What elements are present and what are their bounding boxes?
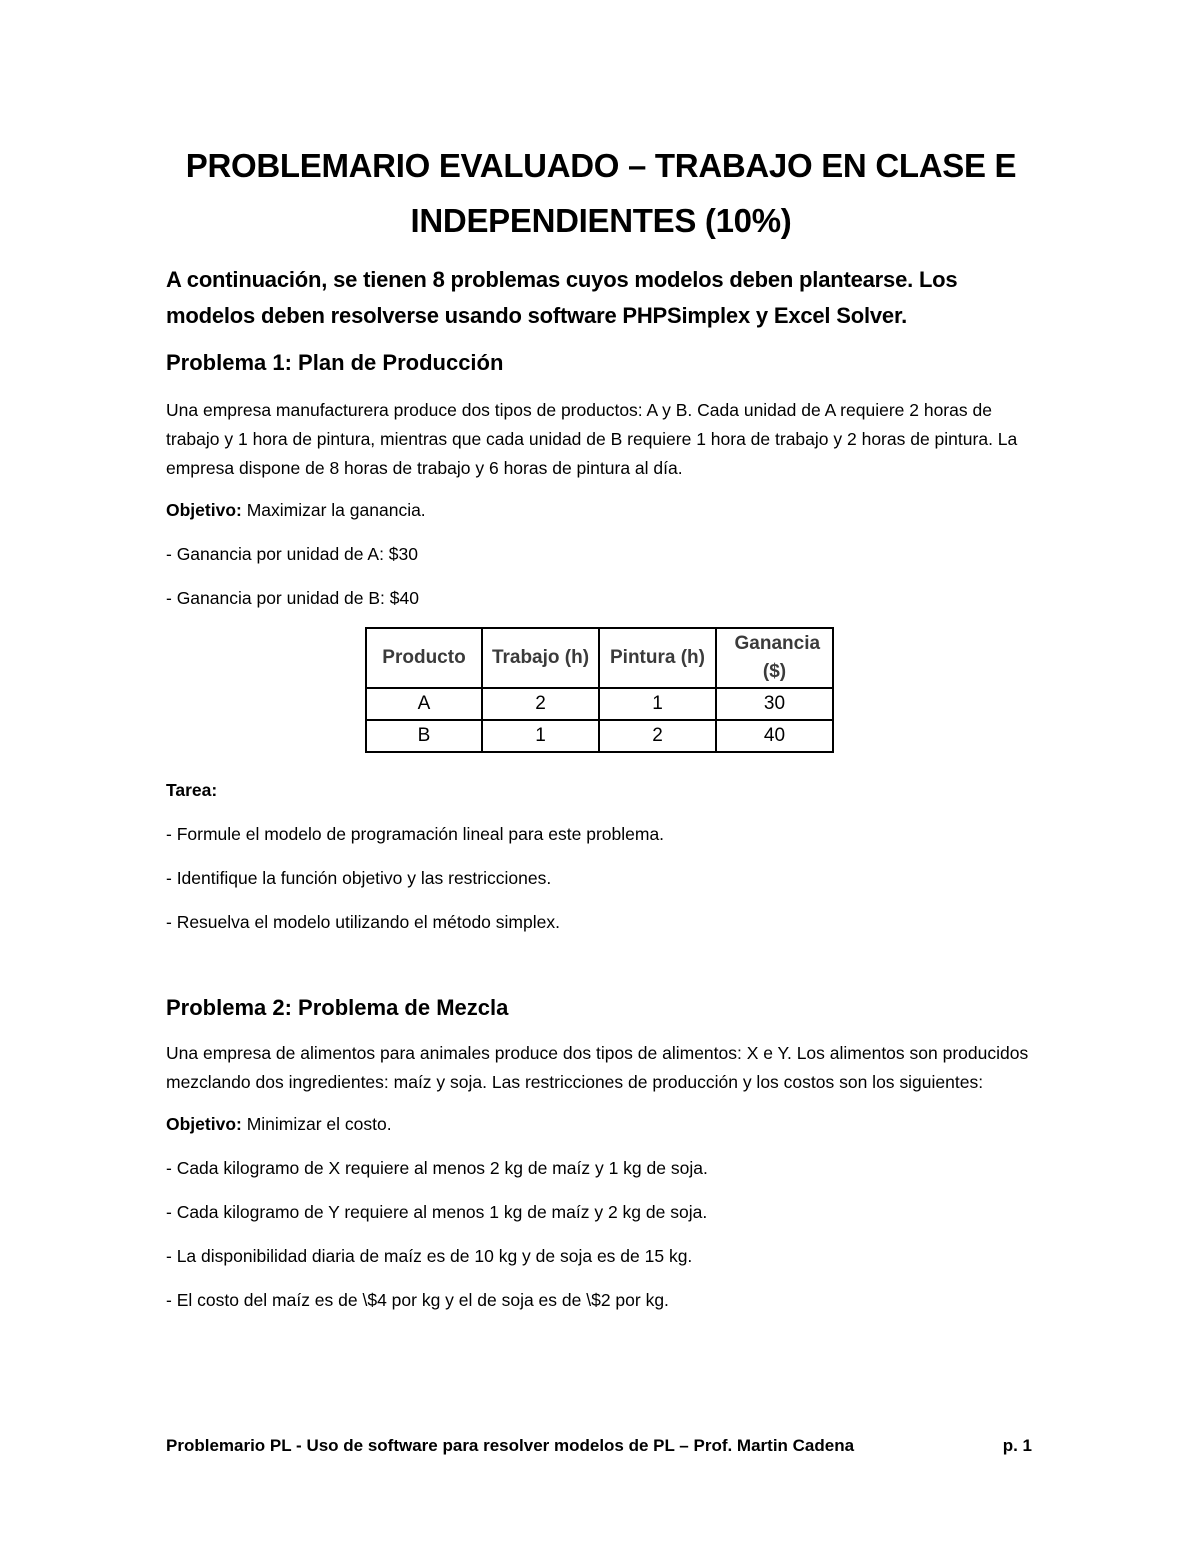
problem-2-heading: Problema 2: Problema de Mezcla [166, 995, 509, 1020]
document-title [166, 138, 1036, 248]
problem-1-description: Una empresa manufacturera produce dos tipos de productos: A y B. Cada unidad de A requiere 2 horas de trabajo y 1 hora de pintura, mientras que cada unidad de B requiere 1 hora de trabajo y 2 horas de pintura. La empresa dispone de 8 horas de trabajo y 6 horas de pintura al día. [166, 400, 1018, 478]
table-header-cell: Trabajo (h) [482, 628, 599, 688]
intro-paragraph: A continuación, se tienen 8 problemas cuyos modelos deben plantearse. Los modelos deben resolverse usando software PHPSimplex y Excel Solver. [166, 267, 958, 328]
list-item: - El costo del maíz es de \$4 por kg y el de soja es de \$2 por kg. [166, 1290, 669, 1310]
problem-1-objective [166, 499, 1036, 521]
table-cell: 1 [482, 720, 599, 752]
product-table-wrapper [163, 627, 1036, 753]
profit-a-line: - Ganancia por unidad de A: $30 [166, 544, 418, 564]
task-item: - Identifique la función objetivo y las restricciones. [166, 868, 552, 888]
objective-label: Objetivo: [166, 1114, 242, 1134]
table-cell: 1 [599, 688, 716, 720]
table-row [366, 720, 833, 752]
list-item: - Cada kilogramo de Y requiere al menos 1 kg de maíz y 2 kg de soja. [166, 1202, 708, 1222]
table-cell: 2 [482, 688, 599, 720]
list-item: - Cada kilogramo de X requiere al menos 2 kg de maíz y 1 kg de soja. [166, 1158, 708, 1178]
table-cell: B [366, 720, 482, 752]
table-cell: A [366, 688, 482, 720]
task-label: Tarea: [166, 780, 218, 800]
objective-text: Maximizar la ganancia. [241, 500, 426, 520]
table-header-cell: Producto [366, 628, 482, 688]
table-header-row [366, 628, 833, 688]
table-header-cell: Pintura (h) [599, 628, 716, 688]
page-content [166, 138, 1036, 1311]
table-row [366, 688, 833, 720]
profit-b-line: - Ganancia por unidad de B: $40 [166, 588, 419, 608]
problem-1-heading: Problema 1: Plan de Producción [166, 350, 504, 375]
product-table [365, 627, 834, 753]
task-item: - Resuelva el modelo utilizando el método simplex. [166, 912, 560, 932]
table-header-cell [716, 628, 833, 688]
list-item: - La disponibilidad diaria de maíz es de 10 kg y de soja es de 15 kg. [166, 1246, 693, 1266]
page-number: p. 1 [1002, 1436, 1032, 1455]
table-cell: 40 [716, 720, 833, 752]
footer-text: Problemario PL - Uso de software para resolver modelos de PL – Prof. Martin Cadena [166, 1436, 855, 1455]
ganancia-header-text: Ganancia ($) [734, 633, 821, 682]
problem-2-objective [166, 1113, 1036, 1135]
table-cell: 30 [716, 688, 833, 720]
task-item: - Formule el modelo de programación lineal para este problema. [166, 824, 665, 844]
table-cell: 2 [599, 720, 716, 752]
title-line-2: INDEPENDIENTES (10%) [410, 202, 792, 239]
title-line-1: PROBLEMARIO EVALUADO – TRABAJO EN CLASE E [185, 147, 1017, 184]
objective-text: Minimizar el costo. [241, 1114, 392, 1134]
problem-2-description: Una empresa de alimentos para animales produce dos tipos de alimentos: X e Y. Los alimentos son producidos mezclando dos ingredientes: maíz y soja. Las restricciones de producción y los costos son los siguientes: [166, 1043, 1029, 1092]
objective-label: Objetivo: [166, 500, 242, 520]
